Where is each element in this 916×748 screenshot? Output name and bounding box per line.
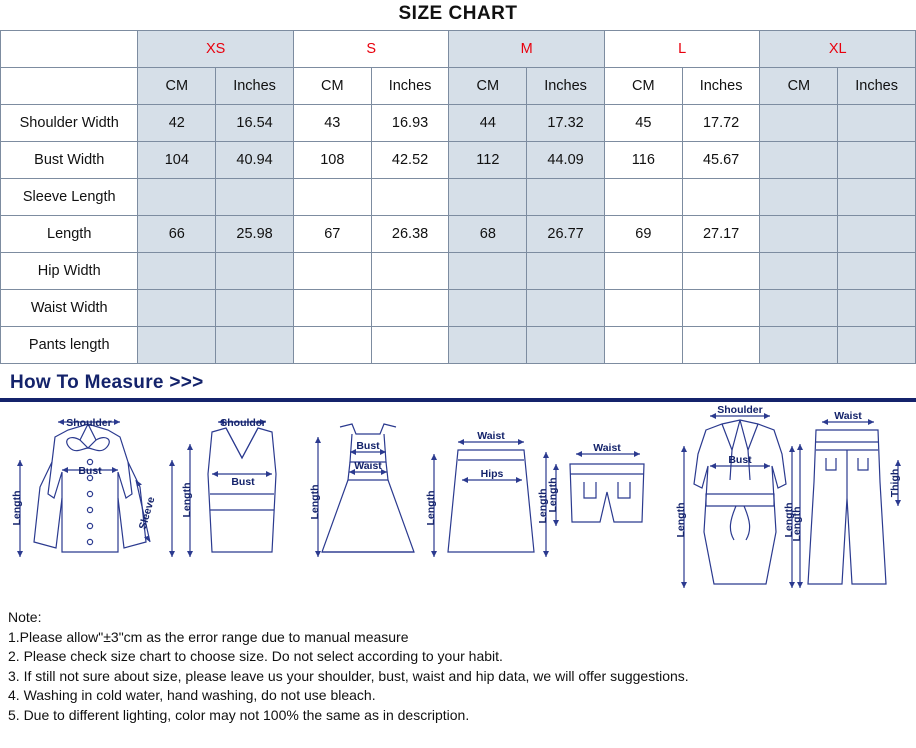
cell-xl-in	[838, 142, 916, 179]
note-line-5: 5. Due to different lighting, color may not 100% the same as in description.	[8, 706, 470, 723]
table-row	[1, 290, 916, 327]
unit-header-m-in: Inches	[527, 68, 605, 105]
cell-s-cm	[293, 290, 371, 327]
cell-m-cm	[449, 253, 527, 290]
cell-xs-in: 40.94	[216, 142, 294, 179]
svg-text:Length: Length	[537, 488, 549, 524]
svg-text:Bust: Bust	[356, 440, 380, 452]
cell-l-in	[682, 253, 760, 290]
svg-text:Sleeve: Sleeve	[136, 495, 158, 531]
cell-s-in: 26.38	[371, 216, 449, 253]
size-header-m: M	[449, 31, 605, 68]
cell-m-in	[527, 290, 605, 327]
cell-xl-in	[838, 290, 916, 327]
cell-s-cm: 43	[293, 105, 371, 142]
cell-s-in	[371, 253, 449, 290]
cell-xl-cm	[760, 216, 838, 253]
svg-text:Length: Length	[11, 490, 23, 526]
cell-xl-in	[838, 179, 916, 216]
cell-s-cm	[293, 327, 371, 364]
cell-xl-cm	[760, 142, 838, 179]
cell-xs-cm: 66	[138, 216, 216, 253]
svg-text:Shoulder: Shoulder	[717, 404, 763, 416]
cell-s-cm	[293, 253, 371, 290]
cell-l-in	[682, 179, 760, 216]
note-line-2: 2. Please check size chart to choose size. Do not select according to your habit.	[8, 648, 503, 664]
unit-header-xl-in: Inches	[838, 68, 916, 105]
cell-l-cm: 69	[604, 216, 682, 253]
svg-text:Waist: Waist	[354, 460, 382, 472]
cell-s-in	[371, 179, 449, 216]
note-line-3: 3. If still not sure about size, please leave us your shoulder, bust, waist and hip data, we will offer suggestions.	[8, 667, 689, 684]
size-header-xs: XS	[138, 31, 294, 68]
svg-text:Shoulder: Shoulder	[220, 417, 266, 429]
table-row	[1, 327, 916, 364]
size-header-xl: XL	[760, 31, 916, 68]
table-row	[1, 179, 916, 216]
cell-xs-cm	[138, 327, 216, 364]
cell-l-cm	[604, 290, 682, 327]
cell-l-in	[682, 327, 760, 364]
cell-m-in	[527, 253, 605, 290]
how-to-measure-section	[0, 372, 916, 602]
row-label-pants-length: Pants length	[1, 327, 138, 364]
page-title: SIZE CHART	[398, 3, 518, 24]
cell-xs-in	[216, 253, 294, 290]
cell-xs-cm	[138, 179, 216, 216]
how-to-measure-heading: How To Measure >>>	[10, 372, 204, 393]
cell-l-in: 45.67	[682, 142, 760, 179]
cell-xl-in	[838, 216, 916, 253]
cell-m-in: 44.09	[527, 142, 605, 179]
svg-text:Bust: Bust	[728, 454, 752, 466]
svg-text:Bust: Bust	[78, 465, 102, 477]
cell-s-in	[371, 327, 449, 364]
row-label-bust-width: Bust Width	[1, 142, 138, 179]
cell-m-cm	[449, 179, 527, 216]
svg-text:Length: Length	[181, 482, 193, 518]
unit-header-l-cm: CM	[604, 68, 682, 105]
table-row	[1, 216, 916, 253]
cell-m-cm: 68	[449, 216, 527, 253]
cell-s-in: 42.52	[371, 142, 449, 179]
svg-text:Waist: Waist	[834, 410, 862, 422]
figure-shorts	[547, 442, 644, 526]
row-label-sleeve-length: Sleeve Length	[1, 179, 138, 216]
cell-l-cm	[604, 327, 682, 364]
table-row-units	[1, 68, 916, 105]
cell-xs-cm	[138, 253, 216, 290]
unit-corner-cell	[1, 68, 138, 105]
cell-xs-in	[216, 179, 294, 216]
svg-text:Thigh: Thigh	[889, 468, 901, 498]
cell-m-in: 17.32	[527, 105, 605, 142]
size-header-s: S	[293, 31, 449, 68]
figure-pants	[791, 410, 901, 588]
cell-xs-in: 16.54	[216, 105, 294, 142]
cell-m-in	[527, 179, 605, 216]
table-row	[1, 142, 916, 179]
cell-s-cm: 67	[293, 216, 371, 253]
corner-cell	[1, 31, 138, 68]
svg-text:Waist: Waist	[593, 442, 621, 454]
figure-coat	[675, 404, 795, 588]
cell-m-cm: 44	[449, 105, 527, 142]
cell-l-cm: 45	[604, 105, 682, 142]
row-label-hip-width: Hip Width	[1, 253, 138, 290]
cell-xs-in: 25.98	[216, 216, 294, 253]
unit-header-xl-cm: CM	[760, 68, 838, 105]
cell-xs-cm: 42	[138, 105, 216, 142]
cell-l-cm	[604, 253, 682, 290]
cell-s-in: 16.93	[371, 105, 449, 142]
table-row	[1, 105, 916, 142]
table-row	[1, 253, 916, 290]
cell-m-cm: 112	[449, 142, 527, 179]
row-label-shoulder-width: Shoulder Width	[1, 105, 138, 142]
cell-m-in	[527, 327, 605, 364]
cell-l-in	[682, 290, 760, 327]
cell-l-in: 17.72	[682, 105, 760, 142]
cell-xs-in	[216, 327, 294, 364]
svg-text:Shoulder: Shoulder	[66, 417, 112, 429]
cell-xl-cm	[760, 290, 838, 327]
figure-camisole	[181, 417, 276, 557]
cell-l-cm: 116	[604, 142, 682, 179]
unit-header-s-cm: CM	[293, 68, 371, 105]
row-label-waist-width: Waist Width	[1, 290, 138, 327]
figure-blouse	[11, 417, 175, 557]
cell-xs-cm: 104	[138, 142, 216, 179]
svg-text:Length: Length	[791, 506, 803, 542]
table-row-sizes	[1, 31, 916, 68]
svg-text:Length: Length	[309, 484, 321, 520]
svg-text:Length: Length	[675, 502, 687, 538]
svg-text:Length: Length	[783, 502, 795, 538]
unit-header-s-in: Inches	[371, 68, 449, 105]
cell-xl-cm	[760, 179, 838, 216]
cell-xl-cm	[760, 327, 838, 364]
cell-xl-cm	[760, 253, 838, 290]
unit-header-m-cm: CM	[449, 68, 527, 105]
figure-dress	[309, 424, 437, 557]
note-line-4: 4. Washing in cold water, hand washing, do not use bleach.	[8, 687, 376, 703]
measure-figures	[0, 402, 916, 602]
cell-xs-in	[216, 290, 294, 327]
size-header-l: L	[604, 31, 760, 68]
svg-text:Length: Length	[547, 477, 559, 513]
svg-text:Length: Length	[425, 490, 437, 526]
cell-s-cm	[293, 179, 371, 216]
cell-l-in: 27.17	[682, 216, 760, 253]
size-chart-table	[0, 30, 916, 364]
cell-xl-in	[838, 105, 916, 142]
figure-skirt	[448, 430, 549, 557]
cell-l-cm	[604, 179, 682, 216]
cell-s-in	[371, 290, 449, 327]
unit-header-xs-in: Inches	[216, 68, 294, 105]
cell-m-in: 26.77	[527, 216, 605, 253]
cell-xl-in	[838, 327, 916, 364]
note-line-1: 1.Please allow"±3"cm as the error range due to manual measure	[8, 628, 409, 645]
notes-section	[0, 602, 916, 725]
notes-heading: Note:	[8, 609, 42, 625]
svg-text:Hips: Hips	[480, 468, 504, 480]
cell-xs-cm	[138, 290, 216, 327]
cell-s-cm: 108	[293, 142, 371, 179]
unit-header-xs-cm: CM	[138, 68, 216, 105]
cell-m-cm	[449, 327, 527, 364]
cell-xl-cm	[760, 105, 838, 142]
svg-text:Waist: Waist	[477, 430, 505, 442]
unit-header-l-in: Inches	[682, 68, 760, 105]
cell-xl-in	[838, 253, 916, 290]
cell-m-cm	[449, 290, 527, 327]
svg-text:Bust: Bust	[231, 476, 255, 488]
row-label-length: Length	[1, 216, 138, 253]
